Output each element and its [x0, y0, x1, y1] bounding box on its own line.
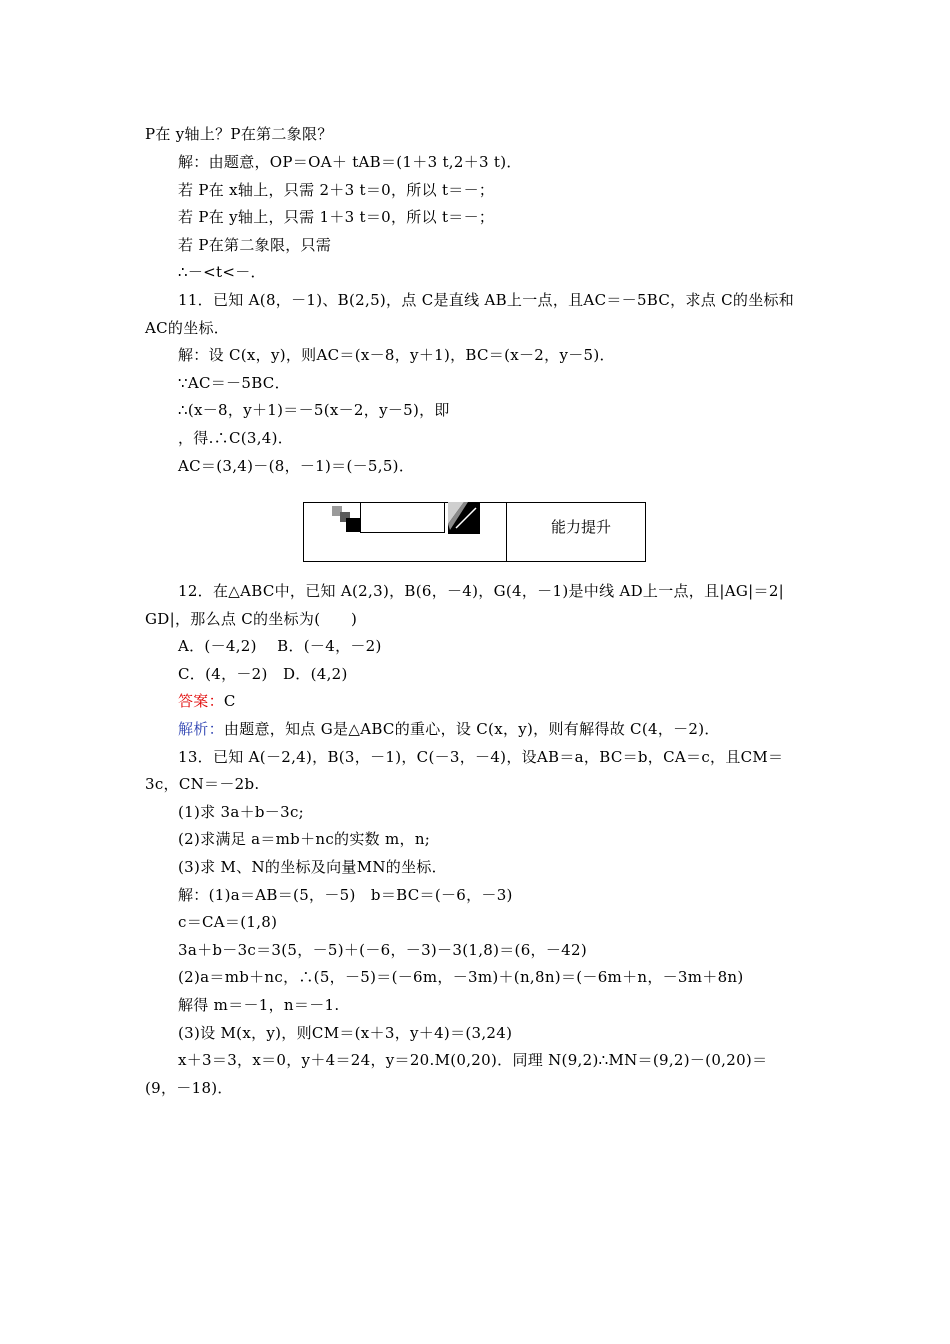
text-line: 解：由题意，OP＝OA＋ tAB＝(1＋3 t,2＋3 t)． [178, 153, 522, 171]
text-line: AC＝(3,4)－(8，－1)＝(－5,5)． [178, 457, 415, 475]
problem-11-line-2: AC的坐标． [145, 319, 230, 337]
text-line: (3)设 M(x，y)，则CM＝(x＋3，y＋4)＝(3,24) [178, 1024, 513, 1042]
text-line: ∴－<t<－． [178, 263, 266, 281]
answer-value: C [223, 692, 236, 710]
text-line: ∵AC＝－5BC． [178, 374, 290, 392]
problem-12-line-2: GD|，那么点 C的坐标为( ) [145, 610, 358, 628]
text-line: (9，－18)． [145, 1079, 233, 1097]
pencil-icon [446, 502, 482, 534]
section-header-inner-frame [360, 502, 445, 533]
problem-12-line-1: 12．在△ABC中，已知 A(2,3)，B(6，－4)，G(4，－1)是中线 AD上一点，且|AG|＝2| [178, 582, 785, 600]
analysis-label: 解析： [178, 720, 224, 738]
text-line: x＋3＝3，x＝0，y＋4＝24，y＝20.M(0,20)．同理 N(9,2)∴MN＝(9,2)－(0,20)＝ [178, 1051, 768, 1069]
choice-line: C．(4，－2) D．(4,2) [178, 665, 348, 683]
problem-11-line-1: 11．已知 A(8，－1)、B(2,5)，点 C是直线 AB上一点，且AC＝－5BC，求点 C的坐标和 [178, 291, 795, 309]
text-line: c＝CA＝(1,8) [178, 913, 278, 931]
text-line: (3)求 M、N的坐标及向量MN的坐标． [178, 858, 447, 876]
problem-13-line-2: 3c，CN＝－2b. [145, 775, 260, 793]
text-line: 解：(1)a＝AB＝(5，－5) b＝BC＝(－6，－3) [178, 886, 513, 904]
text-line: (2)a＝mb＋nc，∴(5，－5)＝(－6m，－3m)＋(n,8n)＝(－6m＋n，－3m＋8n) [178, 968, 744, 986]
answer-label: 答案： [178, 692, 224, 710]
text-line: 解得 m＝－1，n＝－1. [178, 996, 340, 1014]
choice-line: A．(－4,2) B．(－4，－2) [178, 637, 382, 655]
text-line: ∴(x－8，y＋1)＝－5(x－2，y－5)，即 [178, 401, 450, 419]
analysis-value: 由题意，知点 G是△ABC的重心，设 C(x，y)，则有解得故 C(4，－2)． [223, 720, 720, 738]
text-line: P在 y轴上？P在第二象限？ [145, 125, 333, 143]
problem-13-line-1: 13．已知 A(－2,4)，B(3，－1)，C(－3，－4)，设AB＝a，BC＝b，CA＝c，且CM＝ [178, 748, 784, 766]
text-line: (1)求 3a＋b－3c; [178, 803, 305, 821]
text-line: 若 P在第二象限，只需 [178, 236, 332, 254]
section-title: 能力提升 [550, 518, 611, 536]
text-line: ，得.∴C(3,4)． [178, 429, 294, 447]
answer-line [178, 691, 236, 711]
analysis-line [178, 719, 720, 739]
text-line: 若 P在 x轴上，只需 2＋3 t＝0，所以 t＝－； [178, 181, 495, 199]
text-line: 解：设 C(x，y)，则AC＝(x－8，y＋1)，BC＝(x－2，y－5)． [178, 346, 615, 364]
text-line: 若 P在 y轴上，只需 1＋3 t＝0，所以 t＝－； [178, 208, 495, 226]
text-line: 3a＋b－3c＝3(5，－5)＋(－6，－3)－3(1,8)＝(6，－42) [178, 941, 587, 959]
pixel-block-icon [328, 502, 368, 534]
text-line: (2)求满足 a＝mb＋nc的实数 m，n; [178, 830, 431, 848]
